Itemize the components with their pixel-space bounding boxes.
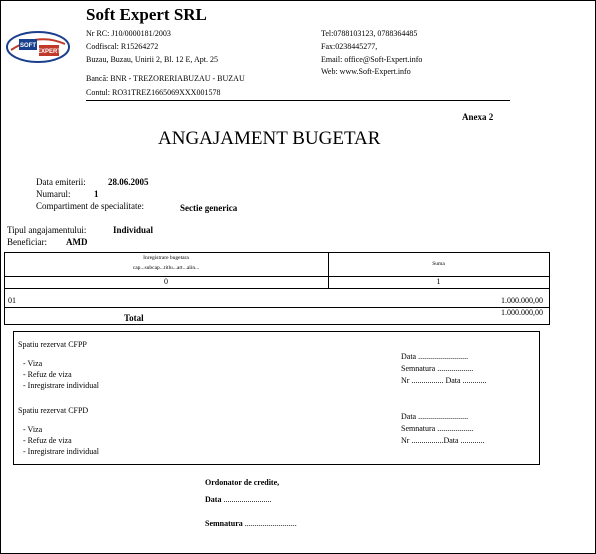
cfpp-title: Spatiu rezervat CFPP: [18, 340, 87, 349]
footer-date-dots: ........................: [223, 495, 272, 504]
department-value: Sectie generica: [180, 203, 238, 213]
svg-text:EXPERT: EXPERT: [36, 49, 62, 55]
company-phone: Tel:0788103123, 0788364485: [321, 29, 418, 38]
company-address: Buzau, Buzau, Unirii 2, Bl. 12 E, Apt. 25: [86, 55, 218, 64]
cfpd-item-refusal: - Refuz de viza: [23, 436, 72, 445]
cfpp-item-refusal: - Refuz de viza: [23, 370, 72, 379]
number-value: 1: [94, 189, 99, 199]
issue-date-value: 28.06.2005: [108, 177, 149, 187]
company-fax: Fax:0238445277,: [321, 42, 378, 51]
cfpp-nr-line: Nr ................ Data ............: [401, 376, 487, 385]
company-email: Email: office@Soft-Expert.info: [321, 55, 423, 64]
table-row-code: 01: [8, 296, 16, 305]
footer-sign-label: Semnatura: [205, 519, 243, 528]
department-label: Compartiment de specialitate:: [36, 201, 144, 211]
beneficiary-value: AMD: [66, 237, 88, 247]
table-header-budget-line2: cap...subcap...titlu...art...alin...: [132, 265, 200, 271]
company-reg: Nr RC: J10/0000181/2003: [86, 29, 171, 38]
footer-signature-line: [205, 519, 297, 528]
company-name: Soft Expert SRL: [86, 5, 207, 24]
footer-sign-dots: ..........................: [244, 519, 297, 528]
company-web: Web: www.Soft-Expert.info: [321, 67, 411, 76]
beneficiary-label: Beneficiar:: [7, 237, 47, 247]
cfpd-item-visa: - Viza: [23, 425, 43, 434]
cfpp-item-visa: - Viza: [23, 359, 43, 368]
document-title: ANGAJAMENT BUGETAR: [158, 128, 381, 149]
ordonator-label: Ordonator de credite,: [205, 478, 280, 487]
cfpd-sign-line: Semnatura ..................: [401, 424, 474, 433]
footer-date-line: [205, 495, 271, 504]
commitment-type-label: Tipul angajamentului:: [7, 225, 87, 235]
cfpd-nr-line: Nr ................Data ............: [401, 436, 485, 445]
header-divider: [86, 100, 510, 101]
company-logo: [5, 30, 71, 64]
table-index-col1: 0: [164, 277, 168, 286]
table-row-amount: 1.000.000,00: [501, 296, 543, 305]
issue-date-label: Data emiterii:: [36, 177, 86, 187]
table-total-amount: 1.000.000,00: [501, 308, 543, 317]
table-total-label: Total: [124, 313, 144, 323]
footer-date-label: Data: [205, 495, 222, 504]
cfpd-date-line: Data .........................: [401, 412, 469, 421]
cfpp-sign-line: Semnatura ..................: [401, 364, 474, 373]
cfpd-title: Spatiu rezervat CFPD: [18, 406, 89, 415]
table-header-amount: Suma: [432, 261, 445, 267]
cfpd-item-registration: - Inregistrare individual: [23, 447, 99, 456]
annex-label: Anexa 2: [462, 112, 494, 122]
company-bank: Bancă: BNR - TREZORERIABUZAU - BUZAU: [86, 74, 245, 83]
svg-text:SOFT: SOFT: [20, 43, 36, 49]
commitment-type-value: Individual: [113, 225, 154, 235]
number-label: Numarul:: [36, 189, 71, 199]
table-index-col2: 1: [436, 277, 441, 286]
cfpp-item-registration: - Inregistrare individual: [23, 381, 99, 390]
cfpp-date-line: Data .........................: [401, 352, 469, 361]
table-header-budget-line1: Inregistrare bugetara: [143, 255, 189, 261]
company-account: Contul: RO31TREZ1665069XXX001578: [86, 88, 221, 97]
company-fiscal: Codfiscal: R15264272: [86, 42, 159, 51]
